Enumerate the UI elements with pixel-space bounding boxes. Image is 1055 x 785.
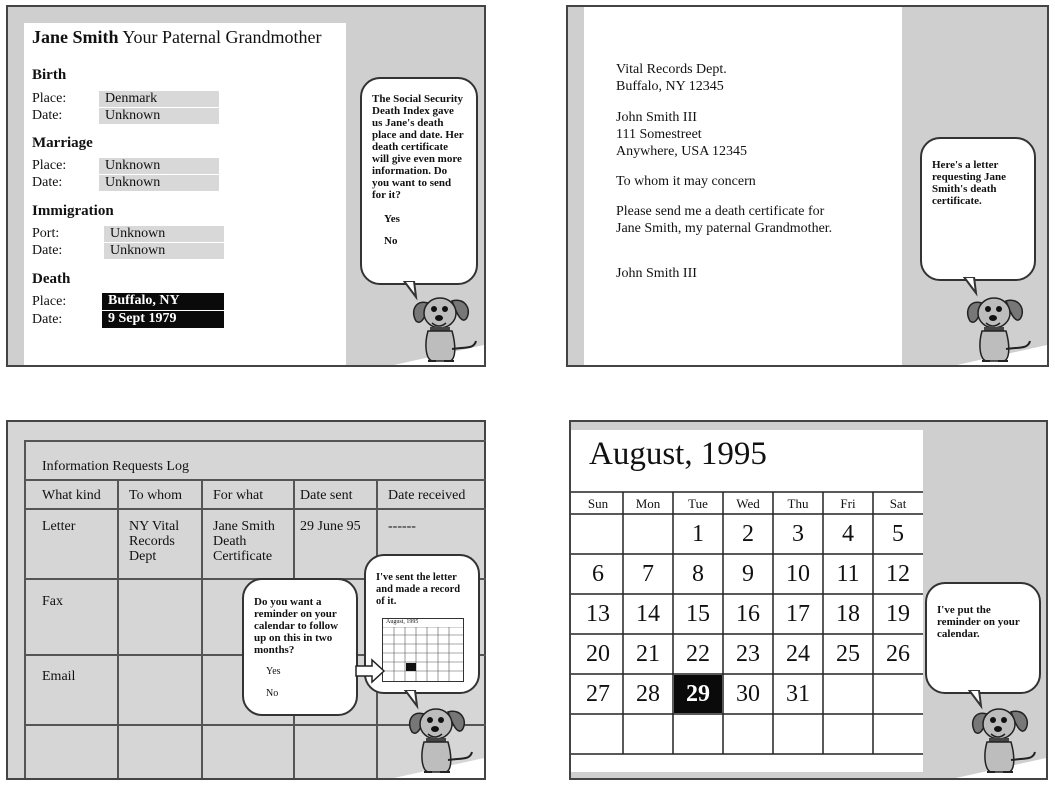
marriage-date-label: Date: bbox=[32, 175, 63, 190]
dog-assistant-icon bbox=[402, 700, 482, 776]
dog-assistant-icon bbox=[960, 289, 1040, 365]
calendar-day[interactable]: 13 bbox=[586, 601, 610, 627]
calendar-day[interactable]: 2 bbox=[742, 521, 754, 547]
death-date-label: Date: bbox=[32, 312, 63, 327]
no-option[interactable]: No bbox=[384, 235, 398, 247]
mini-calendar-grid bbox=[383, 627, 463, 681]
birth-heading: Birth bbox=[32, 67, 67, 83]
salutation: To whom it may concern bbox=[616, 174, 756, 189]
calendar-day[interactable]: 20 bbox=[586, 641, 610, 667]
assistant-speech-bubble bbox=[360, 77, 478, 285]
immigration-date-label: Date: bbox=[32, 243, 63, 258]
death-place-field[interactable]: Buffalo, NY bbox=[102, 293, 224, 310]
immigration-port-field[interactable]: Unknown bbox=[104, 226, 224, 242]
row1-to-whom: NY Vital Records Dept bbox=[129, 519, 180, 564]
birth-place-field[interactable]: Denmark bbox=[99, 91, 219, 107]
assistant-speech-bubble bbox=[920, 137, 1036, 281]
column-header-for-what: For what bbox=[213, 488, 264, 503]
dog-assistant-icon bbox=[406, 289, 486, 365]
row1-for-what: Jane Smith Death Certificate bbox=[213, 519, 275, 564]
column-header-to-whom: To whom bbox=[129, 488, 183, 503]
immigration-heading: Immigration bbox=[32, 203, 114, 219]
calendar-day[interactable]: 24 bbox=[786, 641, 810, 667]
calendar-day[interactable]: 6 bbox=[592, 561, 604, 587]
birth-place-label: Place: bbox=[32, 91, 67, 106]
bubble-text: The Social Security Death Index gave us Jane's death place and date. Her death certificate will give even more information. Do you want to send for it? bbox=[372, 93, 464, 201]
row1-kind: Letter bbox=[42, 519, 76, 534]
weekday-header-fri: Fri bbox=[840, 496, 856, 511]
grid-line bbox=[24, 479, 486, 481]
calendar bbox=[571, 430, 923, 772]
dog-assistant-icon bbox=[965, 700, 1045, 776]
calendar-day[interactable]: 3 bbox=[792, 521, 804, 547]
bubble-text: Do you want a reminder on your calendar to follow up on this in two months? bbox=[254, 596, 339, 656]
assistant-speech-bubble bbox=[925, 582, 1041, 694]
death-date-field[interactable]: 9 Sept 1979 bbox=[102, 311, 224, 328]
weekday-header-wed: Wed bbox=[736, 496, 760, 511]
calendar-day[interactable]: 22 bbox=[686, 641, 710, 667]
arrow-icon bbox=[354, 658, 386, 684]
signature: John Smith III bbox=[616, 266, 697, 281]
column-header-what-kind: What kind bbox=[42, 488, 101, 503]
sender-line-1: John Smith III bbox=[616, 110, 697, 125]
grid-line bbox=[24, 440, 26, 778]
calendar-day[interactable]: 15 bbox=[686, 601, 710, 627]
reminder-question-bubble bbox=[242, 578, 358, 716]
grid-line bbox=[117, 479, 119, 778]
calendar-day[interactable]: 12 bbox=[886, 561, 910, 587]
calendar-day[interactable]: 31 bbox=[786, 681, 810, 707]
weekday-header-tue: Tue bbox=[688, 496, 708, 511]
death-heading: Death bbox=[32, 271, 71, 287]
letter-sheet bbox=[584, 7, 902, 365]
calendar-day[interactable]: 19 bbox=[886, 601, 910, 627]
grid-line bbox=[24, 508, 486, 510]
mini-calendar[interactable] bbox=[382, 618, 464, 682]
row3-kind: Email bbox=[42, 669, 76, 684]
letter-body-line-1: Please send me a death certificate for bbox=[616, 204, 825, 219]
calendar-day[interactable]: 18 bbox=[836, 601, 860, 627]
immigration-port-label: Port: bbox=[32, 226, 60, 241]
calendar-day[interactable]: 28 bbox=[636, 681, 660, 707]
marriage-place-label: Place: bbox=[32, 158, 67, 173]
recipient-line-2: Buffalo, NY 12345 bbox=[616, 79, 724, 94]
sender-line-3: Anywhere, USA 12345 bbox=[616, 144, 748, 159]
calendar-day[interactable]: 21 bbox=[636, 641, 660, 667]
bubble-text: Here's a letter requesting Jane Smith's death certificate. bbox=[932, 159, 1007, 207]
panel-requests-log bbox=[6, 420, 486, 780]
record-title: Jane Smith Your Paternal Grandmother bbox=[32, 27, 322, 47]
calendar-day[interactable]: 25 bbox=[836, 641, 860, 667]
grid-line bbox=[201, 479, 203, 778]
weekday-header-sun: Sun bbox=[587, 496, 609, 511]
row2-kind: Fax bbox=[42, 594, 63, 609]
calendar-day[interactable]: 7 bbox=[642, 561, 654, 587]
log-title: Information Requests Log bbox=[42, 459, 189, 474]
bubble-text: I've sent the letter and made a record of it. bbox=[376, 572, 461, 607]
panel-family-record bbox=[6, 5, 486, 367]
calendar-day-highlighted[interactable]: 29 bbox=[674, 675, 722, 713]
column-header-date-sent: Date sent bbox=[300, 488, 353, 503]
calendar-day[interactable]: 4 bbox=[842, 521, 854, 547]
calendar-day[interactable]: 26 bbox=[886, 641, 910, 667]
bubble-text: I've put the reminder on your calendar. bbox=[937, 604, 1020, 640]
no-option[interactable]: No bbox=[266, 688, 279, 699]
yes-option[interactable]: Yes bbox=[266, 666, 281, 677]
marriage-date-field[interactable]: Unknown bbox=[99, 175, 219, 191]
weekday-header-sat: Sat bbox=[889, 496, 907, 511]
calendar-day[interactable]: 27 bbox=[586, 681, 610, 707]
mini-calendar-title: August, 1995 bbox=[386, 619, 419, 625]
marriage-heading: Marriage bbox=[32, 135, 93, 151]
calendar-day[interactable]: 8 bbox=[692, 561, 704, 587]
calendar-day[interactable]: 10 bbox=[786, 561, 810, 587]
panel-calendar bbox=[569, 420, 1048, 780]
grid-line bbox=[24, 440, 486, 442]
calendar-day[interactable]: 14 bbox=[636, 601, 660, 627]
sender-line-2: 111 Somestreet bbox=[616, 127, 702, 142]
calendar-day[interactable]: 16 bbox=[736, 601, 760, 627]
recipient-line-1: Vital Records Dept. bbox=[616, 62, 727, 77]
calendar-day[interactable]: 1 bbox=[692, 521, 704, 547]
weekday-header-thu: Thu bbox=[787, 496, 809, 511]
immigration-date-field[interactable]: Unknown bbox=[104, 243, 224, 259]
record-sheet bbox=[24, 23, 346, 365]
calendar-month-title: August, 1995 bbox=[589, 436, 767, 472]
calendar-day[interactable]: 17 bbox=[786, 601, 810, 627]
birth-date-label: Date: bbox=[32, 108, 63, 123]
row1-date-sent: 29 June 95 bbox=[300, 519, 361, 534]
calendar-day[interactable]: 30 bbox=[736, 681, 760, 707]
calendar-day[interactable]: 11 bbox=[836, 561, 860, 587]
birth-date-field[interactable]: Unknown bbox=[99, 108, 219, 124]
letter-body-line-2: Jane Smith, my paternal Grandmother. bbox=[616, 221, 833, 236]
death-place-label: Place: bbox=[32, 294, 67, 309]
calendar-day[interactable]: 23 bbox=[736, 641, 760, 667]
calendar-day[interactable]: 9 bbox=[742, 561, 754, 587]
weekday-header-mon: Mon bbox=[635, 496, 661, 511]
column-header-date-received: Date received bbox=[388, 488, 466, 503]
calendar-day[interactable]: 5 bbox=[892, 521, 904, 547]
row1-date-received: ------ bbox=[388, 519, 416, 534]
marriage-place-field[interactable]: Unknown bbox=[99, 158, 219, 174]
panel-letter bbox=[566, 5, 1049, 367]
yes-option[interactable]: Yes bbox=[384, 213, 400, 225]
